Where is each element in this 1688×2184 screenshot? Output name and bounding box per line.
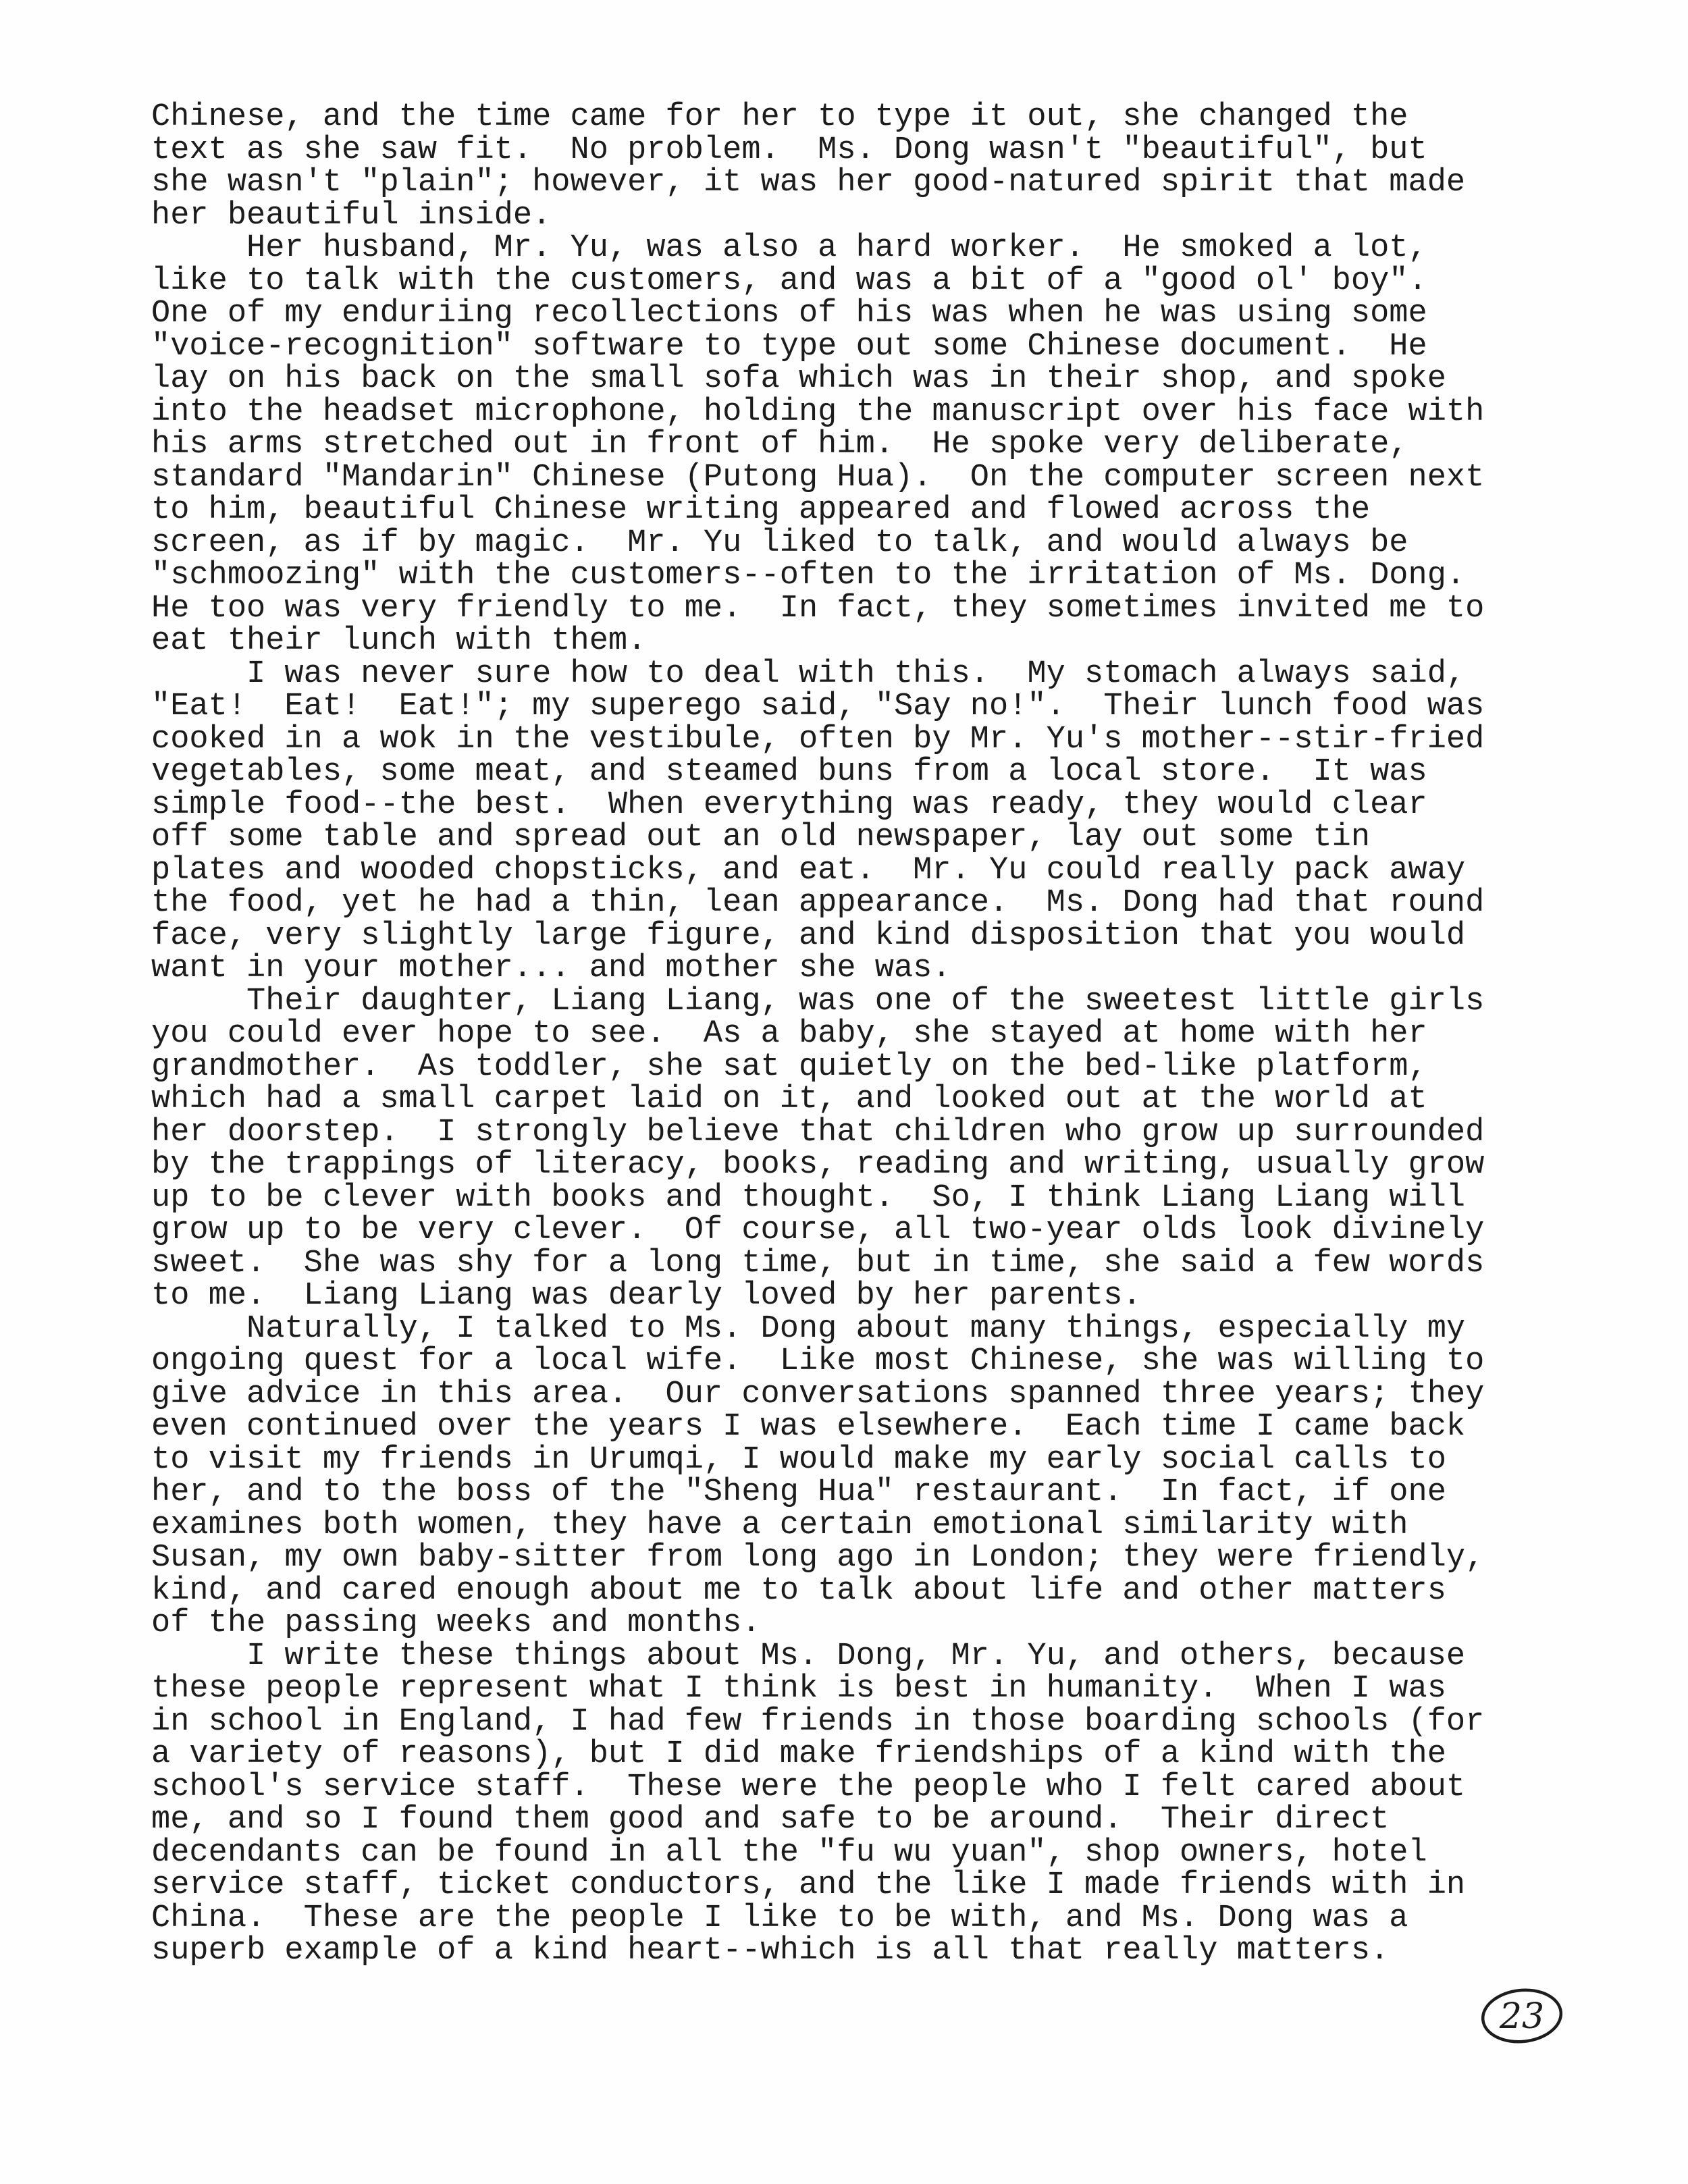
text-line: plates and wooded chopsticks, and eat. Mr. Yu could really pack away <box>151 852 1466 888</box>
text-line: service staff, ticket conductors, and the like I made friends with in <box>151 1867 1466 1903</box>
text-line: to me. Liang Liang was dearly loved by her parents. <box>151 1278 1142 1314</box>
text-line: the food, yet he had a thin, lean appearance. Ms. Dong had that round <box>151 885 1485 921</box>
text-line: to visit my friends in Urumqi, I would make my early social calls to <box>151 1441 1446 1478</box>
text-line: kind, and cared enough about me to talk about life and other matters <box>151 1572 1446 1609</box>
text-line: up to be clever with books and thought. So, I think Liang Liang will <box>151 1179 1466 1216</box>
text-line: give advice in this area. Our conversations spanned three years; they <box>151 1376 1485 1412</box>
text-line: "schmoozing" with the customers--often to the irritation of Ms. Dong. <box>151 558 1466 593</box>
text-line: grandmother. As toddler, she sat quietly on the bed-like platform, <box>151 1048 1427 1085</box>
text-line: her beautiful inside. <box>151 197 552 234</box>
text-line: into the headset microphone, holding the manuscript over his face with <box>151 394 1485 430</box>
text-line: you could ever hope to see. As a baby, she stayed at home with her <box>151 1016 1427 1052</box>
text-line: lay on his back on the small sofa which was in their shop, and spoke <box>151 361 1446 397</box>
text-line: sweet. She was shy for a long time, but in time, she said a few words <box>151 1245 1485 1281</box>
text-line: her, and to the boss of the "Sheng Hua" restaurant. In fact, if one <box>151 1474 1446 1510</box>
text-line: China. These are the people I like to be with, and Ms. Dong was a <box>151 1900 1408 1936</box>
text-line: vegetables, some meat, and steamed buns from a local store. It was <box>151 754 1427 790</box>
text-line: Her husband, Mr. Yu, was also a hard worker. He smoked a lot, <box>151 230 1427 266</box>
text-line: by the trappings of literacy, books, reading and writing, usually grow <box>151 1147 1485 1183</box>
text-line: standard "Mandarin" Chinese (Putong Hua). On the computer screen next <box>151 459 1485 496</box>
text-line: Susan, my own baby-sitter from long ago in London; they were friendly, <box>151 1540 1485 1576</box>
text-line: Naturally, I talked to Ms. Dong about many things, especially my <box>151 1310 1466 1347</box>
page-number-text: 23 <box>1499 1996 1545 2037</box>
text-line: like to talk with the customers, and was a bit of a "good ol' boy". <box>151 263 1427 299</box>
text-line: superb example of a kind heart--which is all that really matters. <box>151 1933 1390 1969</box>
text-line: grow up to be very clever. Of course, all two-year olds look divinely <box>151 1213 1485 1248</box>
text-line: He too was very friendly to me. In fact, they sometimes invited me to <box>151 590 1485 627</box>
page-number <box>1479 1986 1566 2046</box>
text-line: his arms stretched out in front of him. He spoke very deliberate, <box>151 427 1408 462</box>
text-line: cooked in a wok in the vestibule, often by Mr. Yu's mother--stir-fried <box>151 721 1485 757</box>
text-line: off some table and spread out an old newspaper, lay out some tin <box>151 820 1371 855</box>
text-line: her doorstep. I strongly believe that children who grow up surrounded <box>151 1114 1485 1150</box>
text-line: examines both women, they have a certain emotional similarity with <box>151 1507 1408 1543</box>
text-line: school's service staff. These were the people who I felt cared about <box>151 1769 1466 1805</box>
text-line: even continued over the years I was elsewhere. Each time I came back <box>151 1409 1466 1445</box>
text-line: me, and so I found them good and safe to be around. Their direct <box>151 1802 1390 1838</box>
text-line: I was never sure how to deal with this. My stomach always said, <box>151 656 1466 692</box>
text-line: text as she saw fit. No problem. Ms. Dong wasn't "beautiful", but <box>151 132 1427 168</box>
text-line: which had a small carpet laid on it, and looked out at the world at <box>151 1082 1427 1117</box>
text-line: One of my enduriing recollections of his was when he was using some <box>151 296 1427 331</box>
text-line: I write these things about Ms. Dong, Mr. Yu, and others, because <box>151 1638 1466 1674</box>
text-line: screen, as if by magic. Mr. Yu liked to talk, and would always be <box>151 525 1408 561</box>
text-line: these people represent what I think is best in humanity. When I was <box>151 1671 1446 1707</box>
text-line: in school in England, I had few friends in those boarding schools (for <box>151 1703 1485 1740</box>
text-line: "voice-recognition" software to type out some Chinese document. He <box>151 328 1427 365</box>
text-line: Their daughter, Liang Liang, was one of the sweetest little girls <box>151 983 1485 1019</box>
text-line: "Eat! Eat! Eat!"; my superego said, "Say no!". Their lunch food was <box>151 689 1485 724</box>
text-line: face, very slightly large figure, and kind disposition that you would <box>151 917 1466 954</box>
text-line: decendants can be found in all the "fu wu yuan", shop owners, hotel <box>151 1834 1427 1871</box>
text-line: ongoing quest for a local wife. Like most Chinese, she was willing to <box>151 1343 1485 1379</box>
text-line: want in your mother... and mother she was. <box>151 951 951 986</box>
text-line: eat their lunch with them. <box>151 623 647 659</box>
text-line: a variety of reasons), but I did make friendships of a kind with the <box>151 1736 1446 1772</box>
text-line: Chinese, and the time came for her to type it out, she changed the <box>151 99 1408 135</box>
text-line: she wasn't "plain"; however, it was her good-natured spirit that made <box>151 165 1466 201</box>
text-line: of the passing weeks and months. <box>151 1605 761 1641</box>
text-line: simple food--the best. When everything was ready, they would clear <box>151 787 1427 823</box>
body-text <box>151 101 1576 1968</box>
text-line: to him, beautiful Chinese writing appeared and flowed across the <box>151 492 1371 528</box>
